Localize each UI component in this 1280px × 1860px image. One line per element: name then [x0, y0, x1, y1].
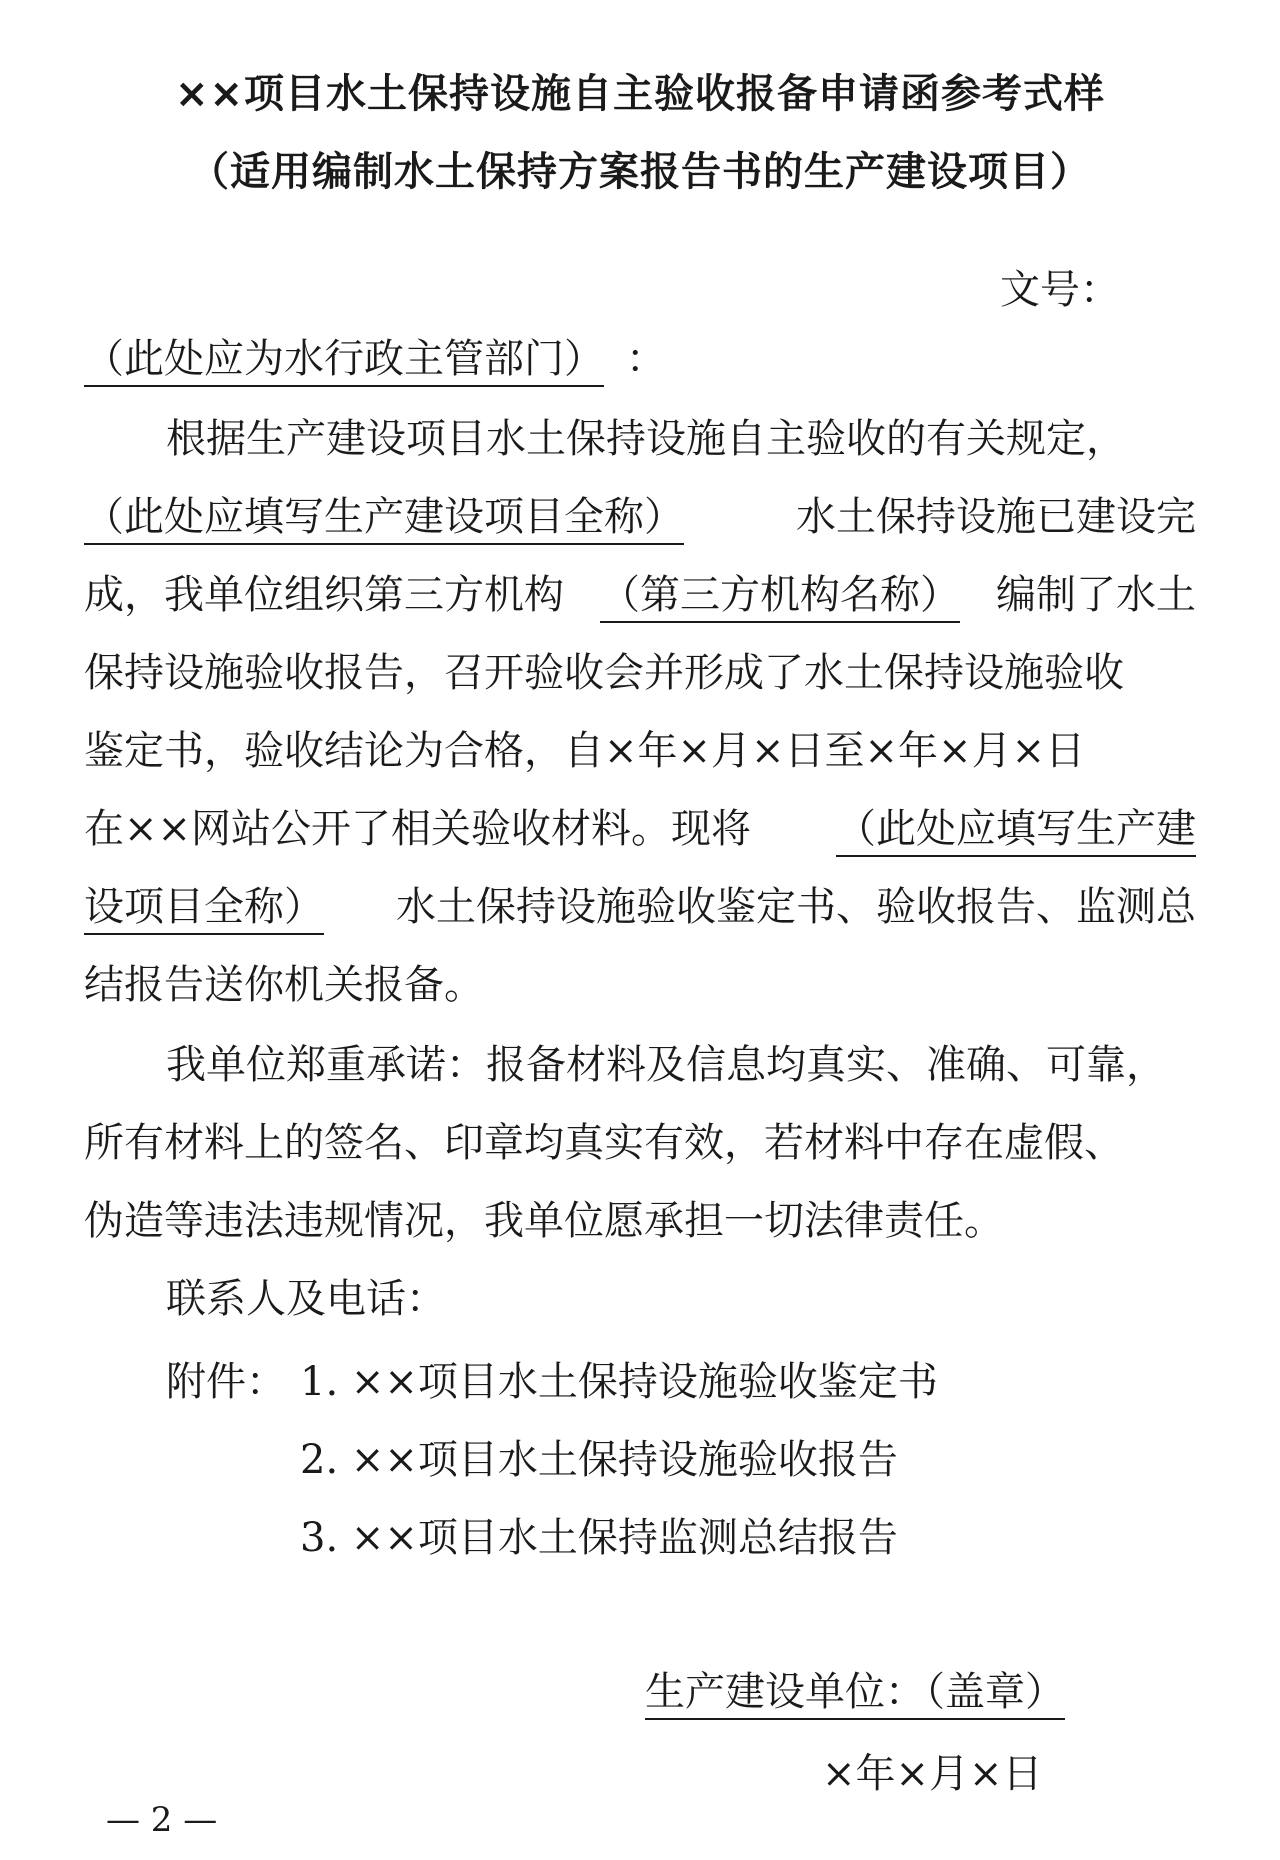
body-text: 鉴定书，验收结论为合格，自×年×月×日至×年×月×日: [84, 728, 1086, 774]
document-title: ××项目水土保持设施自主验收报备申请函参考式样: [174, 71, 1106, 117]
body-text: 在××网站公开了相关验收材料。现将: [84, 806, 752, 852]
addressee-line: [84, 334, 1196, 387]
addressee-placeholder: （此处应为水行政主管部门）: [84, 334, 604, 387]
commitment-text: 伪造等违法违规情况，我单位愿承担一切法律责任。: [84, 1198, 1004, 1244]
body-text: 编制了水土: [996, 572, 1196, 618]
body-line: [84, 726, 1196, 776]
doc-number-label: 文号：: [1000, 267, 1120, 313]
body-line: [166, 414, 1196, 464]
body-line: [84, 960, 1196, 1010]
contact-line: [166, 1274, 1196, 1324]
commitment-line: [166, 1040, 1196, 1090]
commitment-text: 所有材料上的签名、印章均真实有效，若材料中存在虚假、: [84, 1120, 1124, 1166]
project-name-placeholder: 设项目全称）: [84, 882, 324, 935]
commitment-line: [84, 1118, 1196, 1168]
body-text: 水土保持设施验收鉴定书、验收报告、监测总: [396, 884, 1196, 930]
body-line: [84, 882, 1196, 935]
signature-line: 生产建设单位：（盖章）: [645, 1660, 1065, 1720]
body-line: [84, 492, 1196, 545]
attachment-item: 2. ××项目水土保持设施验收报告: [300, 1437, 898, 1483]
third-party-name-placeholder: （第三方机构名称）: [600, 570, 960, 623]
commitment-line: [84, 1196, 1196, 1246]
contact-label: 联系人及电话：: [166, 1276, 446, 1322]
attachments-label: 附件：: [166, 1359, 286, 1405]
signature-date: ×年×月×日: [822, 1751, 1043, 1797]
body-line: [84, 570, 1196, 623]
document-subtitle: （适用编制水土保持方案报告书的生产建设项目）: [189, 149, 1091, 195]
body-text: 成，我单位组织第三方机构: [84, 572, 564, 618]
body-line: [84, 648, 1196, 698]
body-text: 结报告送你机关报备。: [84, 962, 484, 1008]
project-name-placeholder: （此处应填写生产建设项目全称）: [84, 492, 684, 545]
addressee-colon: ：: [626, 336, 666, 382]
body-text: 水土保持设施已建设完: [796, 494, 1196, 540]
page-number: — 2 —: [106, 1800, 218, 1840]
attachment-item: 3. ××项目水土保持监测总结报告: [300, 1515, 898, 1561]
commitment-text: 我单位郑重承诺：报备材料及信息均真实、准确、可靠，: [166, 1042, 1166, 1088]
project-name-placeholder: （此处应填写生产建: [836, 804, 1196, 857]
attachment-item: 1. ××项目水土保持设施验收鉴定书: [300, 1359, 938, 1405]
body-line: [84, 804, 1196, 857]
body-text: 根据生产建设项目水土保持设施自主验收的有关规定，: [166, 416, 1126, 462]
body-text: 保持设施验收报告，召开验收会并形成了水土保持设施验收: [84, 650, 1124, 696]
